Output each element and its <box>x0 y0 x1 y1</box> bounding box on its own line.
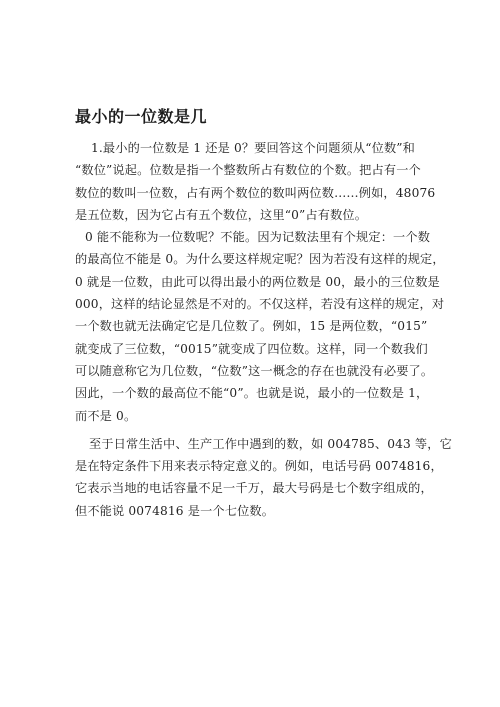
text-line: 因此，一个数的最高位不能“0”。也就是说，最小的一位数是 1， <box>75 386 429 401</box>
paragraph-3 <box>75 433 452 522</box>
text-line: 0 能不能称为一位数呢？不能。因为记数法里有个规定：一个数 <box>85 230 431 245</box>
text-line: “数位”说起。位数是指一个整数所占有数位的个数。把占有一个 <box>75 163 421 178</box>
text-line: 000，这样的结论显然是不对的。不仅这样，若没有这样的规定，对 <box>75 297 445 312</box>
paragraph-1 <box>75 137 437 226</box>
text-line: 1.最小的一位数是 1 还是 0？要回答这个问题须从“位数”和 <box>91 141 415 155</box>
text-line: 0 就是一位数，由此可以得出最小的两位数是 00，最小的三位数是 <box>75 274 440 289</box>
article-body <box>75 137 452 522</box>
text-line: 而不是 0。 <box>75 408 137 423</box>
text-line: 的最高位不能是 0。为什么要这样规定呢？因为若没有这样的规定， <box>75 252 445 267</box>
text-line: 但不能说 0074816 是一个七位数。 <box>75 503 275 518</box>
text-line: 是在特定条件下用来表示特定意义的。例如，电话号码 0074816， <box>75 459 443 474</box>
page-title: 最小的一位数是几 <box>75 107 208 126</box>
text-line: 就变成了三位数，“0015”就变成了四位数。这样，同一个数我们 <box>75 341 428 356</box>
text-line: 可以随意称它为几位数，“位数”这一概念的存在也就没有必要了。 <box>75 363 434 378</box>
text-line: 它表示当地的电话容量不足一千万，最大号码是七个数字组成的， <box>75 481 433 496</box>
text-line: 至于日常生活中、生产工作中遇到的数，如 004785、043 等，它 <box>89 436 452 451</box>
paragraph-2 <box>75 226 445 427</box>
text-line: 一个数也就无法确定它是几位数了。例如，15 是两位数，“015” <box>75 319 428 334</box>
text-line: 数位的数叫一位数，占有两个数位的数叫两位数……例如，48076 <box>75 185 436 200</box>
text-line: 是五位数，因为它占有五个数位，这里“0”占有数位。 <box>75 207 368 222</box>
